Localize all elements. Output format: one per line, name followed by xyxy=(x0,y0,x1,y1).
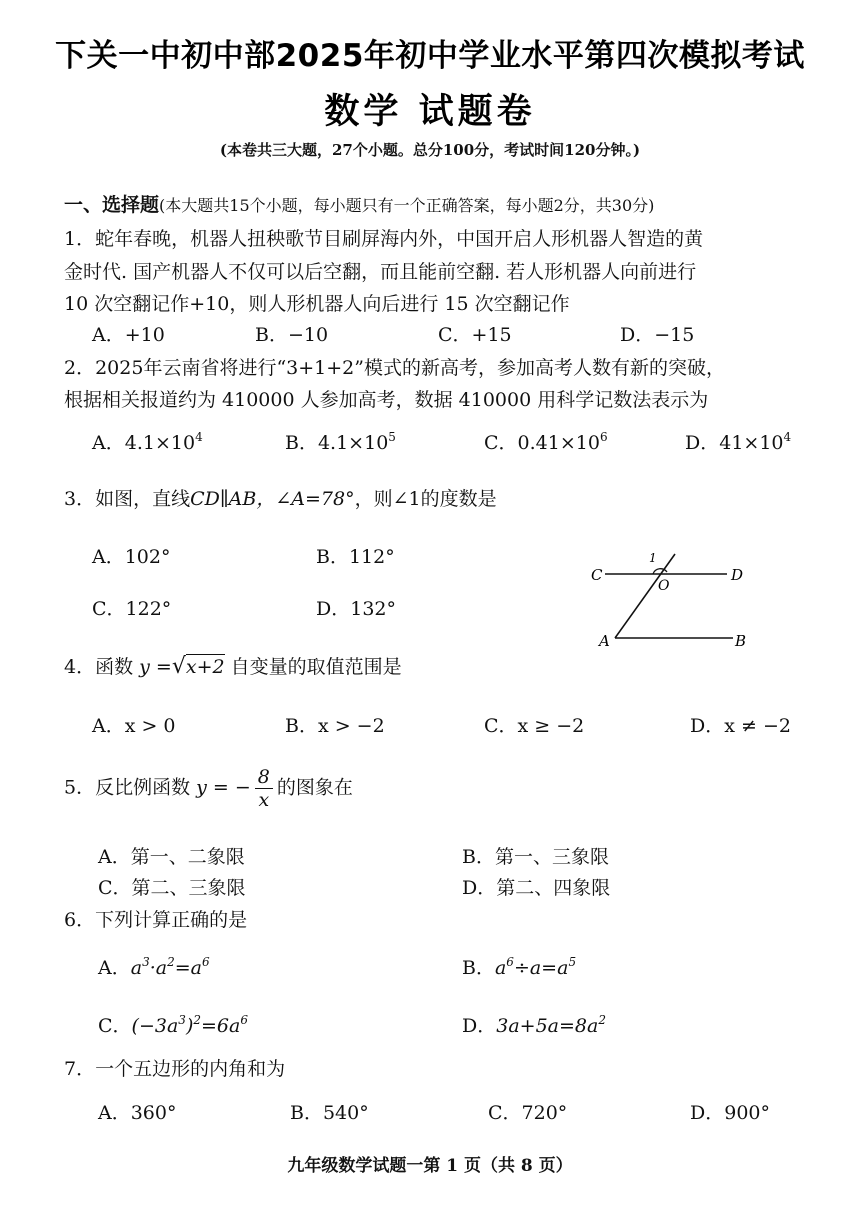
label-b: B xyxy=(735,632,747,650)
q2-option-a: A．$4.1\times 10^4$ xyxy=(92,430,203,454)
q3-option-b: B．112° xyxy=(316,546,395,568)
q3-option-d: D．132° xyxy=(316,598,396,620)
section-title: 一、选择题 xyxy=(64,194,160,216)
q3-option-c: C．122° xyxy=(92,598,172,620)
q2-option-b: B．$4.1\times 10^5$ xyxy=(285,430,396,454)
q5-stem: 5．反比例函数 y = − $\frac{8}{x}$ 的图象在 xyxy=(64,766,353,811)
section-heading xyxy=(64,190,654,217)
q6-option-a: A．$a^3\cdot a^2=a^6$ xyxy=(98,955,210,979)
q6-option-d: D．$3a+5a=8a^2$ xyxy=(462,1013,606,1037)
q2-line2: 根据相关报道约为 410000 人参加高考，数据 410000 用科学记数法表示为 xyxy=(64,389,709,411)
section-note: (本大题共15个小题，每小题只有一个正确答案，每小题2分，共30分) xyxy=(159,196,655,215)
exam-subtitle: 数学 试题卷 xyxy=(324,92,536,132)
q6-option-b: B．$a^6\div a=a^5$ xyxy=(462,955,577,979)
q1-line1: 1．蛇年春晚，机器人扭秧歌节目刷屏海内外，中国开启人形机器人智造的黄 xyxy=(64,228,704,250)
label-c: C xyxy=(591,566,603,584)
label-d: D xyxy=(731,566,744,584)
q1-option-a: A．+10 xyxy=(92,324,165,346)
q4-option-a: A．x > 0 xyxy=(92,715,176,737)
q5-option-d: D．第二、四象限 xyxy=(462,877,611,899)
q4-option-c: C．x ≥ −2 xyxy=(484,715,585,737)
q7-option-b: B．540° xyxy=(290,1102,369,1124)
q4-option-b: B．x > −2 xyxy=(285,715,385,737)
q5-option-c: C．第二、三象限 xyxy=(98,877,246,899)
q1-option-b: B．−10 xyxy=(255,324,329,346)
label-a: A xyxy=(599,632,610,650)
q2-line1: 2．2025年云南省将进行“3+1+2”模式的新高考，参加高考人数有新的突破， xyxy=(64,357,725,379)
q5-option-b: B．第一、三象限 xyxy=(462,846,609,868)
q2-option-d: D．$41\times 10^4$ xyxy=(685,430,792,454)
q4-option-d: D．x ≠ −2 xyxy=(690,715,791,737)
q2-option-c: C．$0.41\times 10^6$ xyxy=(484,430,608,454)
q1-line3: 10 次空翻记作+10，则人形机器人向后进行 15 次空翻记作 xyxy=(64,293,570,315)
q7-option-a: A．360° xyxy=(98,1102,177,1124)
q7-option-d: D．900° xyxy=(690,1102,770,1124)
page-footer: 九年级数学试题一第 1 页（共 8 页） xyxy=(287,1156,573,1176)
q3-option-a: A．102° xyxy=(92,546,171,568)
exam-note: (本卷共三大题，27个小题。总分100分，考试时间120分钟。) xyxy=(219,141,641,159)
q6-option-c: C．$(-3a^3)^2=6a^6$ xyxy=(98,1013,248,1037)
q7-stem: 7．一个五边形的内角和为 xyxy=(64,1058,286,1080)
label-o: O xyxy=(658,578,670,594)
q5-option-a: A．第一、二象限 xyxy=(98,846,245,868)
transversal-line xyxy=(615,554,675,638)
q1-line2: 金时代. 国产机器人不仅可以后空翻，而且能前空翻. 若人形机器人向前进行 xyxy=(64,261,697,283)
q4-stem: 4．函数 y =√x+2 自变量的取值范围是 xyxy=(64,654,402,679)
q6-stem: 6．下列计算正确的是 xyxy=(64,909,248,931)
q3-figure xyxy=(585,546,760,656)
exam-title: 下关一中初中部2025年初中学业水平第四次模拟考试 xyxy=(55,38,805,74)
q1-option-c: C．+15 xyxy=(438,324,512,346)
label-angle-1: 1 xyxy=(649,551,657,565)
fraction: $\frac{8}{x}$ xyxy=(255,766,273,811)
q3-stem: 3．如图，直线CD∥AB，∠A=78°，则∠1的度数是 xyxy=(64,488,497,510)
q7-option-c: C．720° xyxy=(488,1102,568,1124)
q1-option-d: D．−15 xyxy=(620,324,695,346)
